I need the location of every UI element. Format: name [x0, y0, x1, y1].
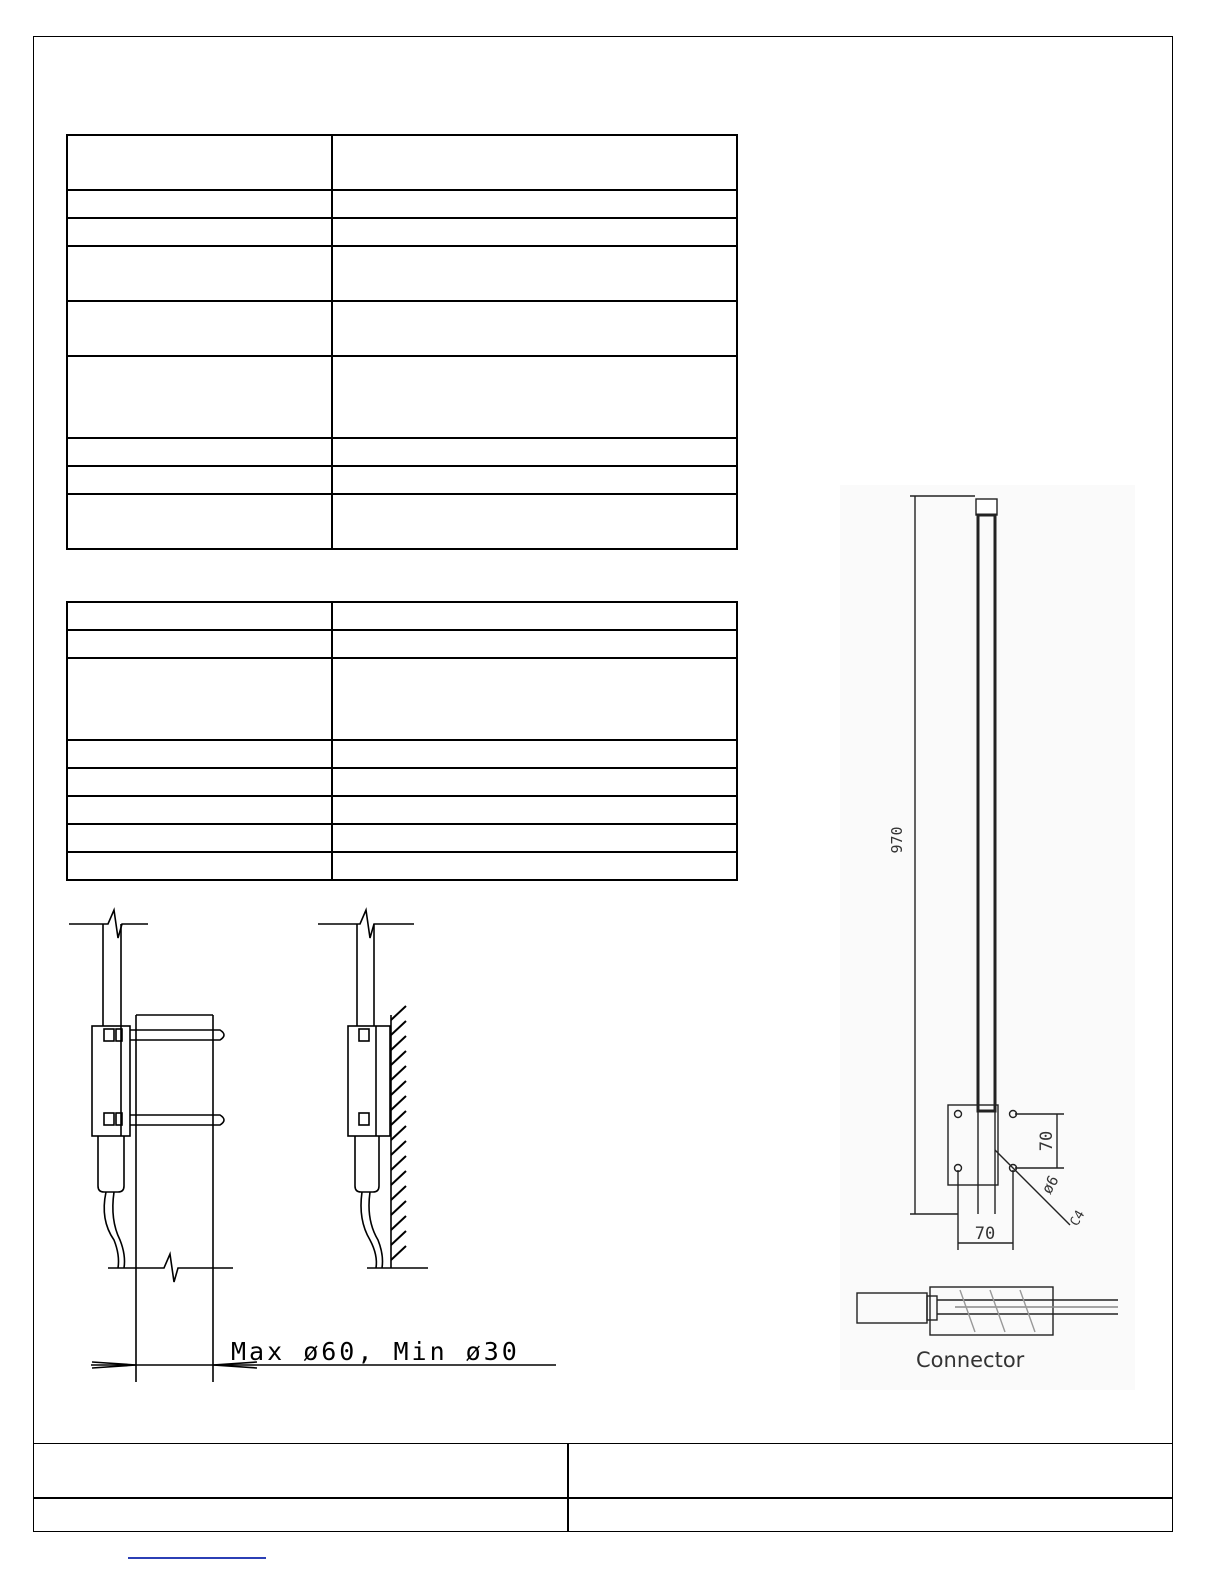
height-dimension-label: 970	[888, 826, 906, 854]
bracket-width-label: 70	[974, 1224, 996, 1244]
bracket-height-label: 70	[1037, 1130, 1057, 1152]
hyperlink-underline[interactable]	[128, 1557, 266, 1559]
title-block	[33, 1443, 1173, 1532]
connector-label: Connector	[916, 1348, 1025, 1372]
pole-diameter-label: Max ø60, Min ø30	[231, 1337, 520, 1366]
divider	[33, 1497, 1172, 1499]
hole-diameter-label: ø6	[1037, 1172, 1063, 1197]
hole-count-label: C4	[1067, 1207, 1089, 1229]
divider	[567, 1444, 569, 1532]
